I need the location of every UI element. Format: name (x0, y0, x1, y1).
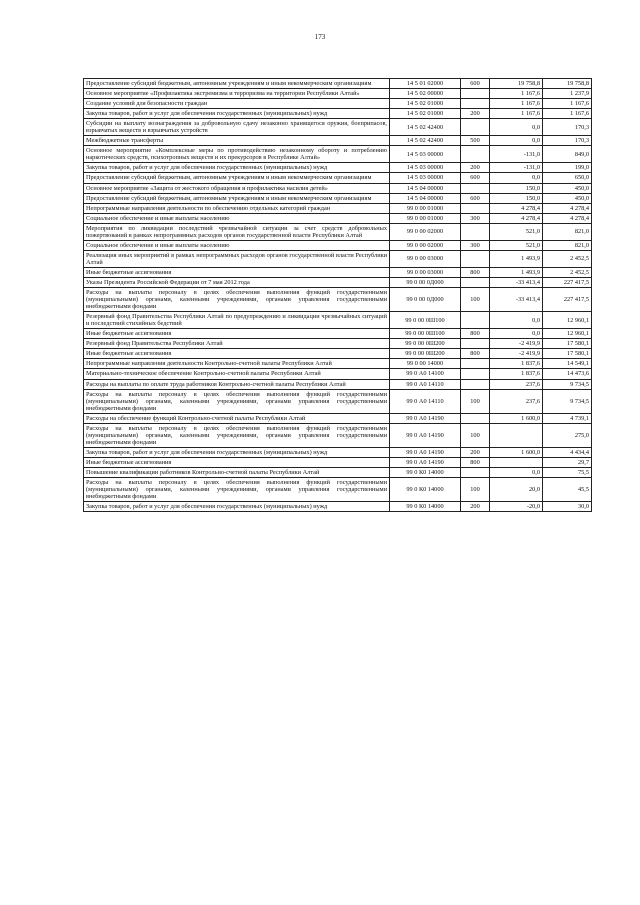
cell-vr (461, 379, 490, 389)
cell-vr: 800 (461, 349, 490, 359)
cell-v1: 1 837,6 (490, 369, 543, 379)
table-row (84, 312, 592, 329)
cell-v2: 29,7 (543, 457, 592, 467)
cell-v1: -33 413,4 (490, 288, 543, 312)
cell-v1: 150,0 (490, 183, 543, 193)
cell-name: Расходы на обеспечение функций Контрольно-счетной палаты Республики Алтай (84, 413, 390, 423)
cell-v1 (490, 457, 543, 467)
table-row (84, 457, 592, 467)
cell-name: Иные бюджетные ассигнования (84, 349, 390, 359)
table-row (84, 359, 592, 369)
budget-table (83, 78, 592, 512)
table-row (84, 389, 592, 413)
cell-name: Закупка товаров, работ и услуг для обеспечения государственных (муниципальных) нужд (84, 163, 390, 173)
table-row (84, 136, 592, 146)
cell-code: 99 0 А0 14190 (390, 413, 461, 423)
cell-code: 99 0 00 0Ш100 (390, 329, 461, 339)
cell-name: Закупка товаров, работ и услуг для обеспечения государственных (муниципальных) нужд (84, 109, 390, 119)
cell-vr (461, 223, 490, 240)
cell-code: 99 0 00 0Ш200 (390, 339, 461, 349)
cell-vr: 100 (461, 423, 490, 447)
cell-v1 (490, 423, 543, 447)
cell-v2: 14 473,6 (543, 369, 592, 379)
cell-v1: 0,0 (490, 312, 543, 329)
cell-v1: -2 419,9 (490, 339, 543, 349)
table-row (84, 250, 592, 267)
cell-name: Субсидии на выплату вознаграждения за добровольную сдачу незаконно хранящегося оружия, боеприпасов, взрывчатых веществ и взрывчатых устройств (84, 119, 390, 136)
cell-code: 14 5 04 00000 (390, 193, 461, 203)
cell-name: Непрограммные направления деятельности Контрольно-счетной палаты Республики Алтай (84, 359, 390, 369)
table-row (84, 502, 592, 512)
table-row (84, 183, 592, 193)
cell-code: 99 0 А0 14110 (390, 379, 461, 389)
cell-v1: -33 413,4 (490, 277, 543, 287)
cell-v2: 227 417,5 (543, 288, 592, 312)
table-row (84, 163, 592, 173)
cell-code: 99 0 К0 14000 (390, 502, 461, 512)
cell-vr: 600 (461, 193, 490, 203)
table-row (84, 146, 592, 163)
cell-vr: 200 (461, 502, 490, 512)
cell-vr (461, 277, 490, 287)
table-row (84, 478, 592, 502)
cell-v2: 450,0 (543, 183, 592, 193)
cell-v2: 2 452,5 (543, 250, 592, 267)
cell-v2: 170,3 (543, 119, 592, 136)
cell-v1: 4 278,4 (490, 213, 543, 223)
cell-code: 99 0 А0 14100 (390, 369, 461, 379)
cell-vr: 100 (461, 478, 490, 502)
cell-v2: 821,0 (543, 223, 592, 240)
cell-name: Повышение квалификации работников Контрольно-счетной палаты Республики Алтай (84, 467, 390, 477)
cell-name: Расходы на выплаты персоналу в целях обеспечения выполнения функций государственными (муниципальными) органами, казенными учреждениями, органами управления государственными внебюджетными фондами (84, 423, 390, 447)
cell-v2: 45,5 (543, 478, 592, 502)
table-row (84, 79, 592, 89)
cell-v2: 1 237,9 (543, 89, 592, 99)
cell-code: 99 0 А0 14190 (390, 457, 461, 467)
cell-code: 14 5 02 01000 (390, 109, 461, 119)
cell-code: 99 0 00 03000 (390, 250, 461, 267)
cell-name: Расходы на выплаты по оплате труда работников Контрольно-счетной палаты Республики Алтай (84, 379, 390, 389)
cell-v2: 2 452,5 (543, 267, 592, 277)
cell-name: Мероприятия по ликвидации последствий чрезвычайной ситуации за счет средств добровольных пожертвований в рамках непрограммных расходов органов государственной власти Республики Алтай (84, 223, 390, 240)
cell-code: 99 0 00 02000 (390, 240, 461, 250)
table-row (84, 203, 592, 213)
cell-vr (461, 203, 490, 213)
table-row (84, 467, 592, 477)
cell-code: 14 5 02 42400 (390, 119, 461, 136)
table-row (84, 288, 592, 312)
cell-name: Указы Президента Российской Федерации от 7 мая 2012 года (84, 277, 390, 287)
table-row (84, 99, 592, 109)
cell-v1: 0,0 (490, 136, 543, 146)
cell-v2: 17 580,1 (543, 339, 592, 349)
cell-name: Закупка товаров, работ и услуг для обеспечения государственных (муниципальных) нужд (84, 502, 390, 512)
cell-vr (461, 312, 490, 329)
cell-vr (461, 339, 490, 349)
table-row (84, 339, 592, 349)
page-number: 173 (314, 33, 326, 41)
cell-v2: 30,0 (543, 502, 592, 512)
cell-v2: 75,5 (543, 467, 592, 477)
cell-name: Закупка товаров, работ и услуг для обеспечения государственных (муниципальных) нужд (84, 447, 390, 457)
cell-v1: 237,6 (490, 379, 543, 389)
cell-v2: 17 580,1 (543, 349, 592, 359)
cell-v1: -20,0 (490, 502, 543, 512)
cell-code: 14 5 03 00000 (390, 146, 461, 163)
cell-name: Иные бюджетные ассигнования (84, 457, 390, 467)
table-row (84, 349, 592, 359)
cell-v2: 9 734,5 (543, 379, 592, 389)
cell-name: Непрограммные направления деятельности по обеспечению отдельных категорий граждан (84, 203, 390, 213)
table-row (84, 240, 592, 250)
table-row (84, 277, 592, 287)
cell-v2: 199,0 (543, 163, 592, 173)
cell-code: 14 5 01 02000 (390, 79, 461, 89)
cell-code: 14 5 02 42400 (390, 136, 461, 146)
table-row (84, 223, 592, 240)
cell-name: Предоставление субсидий бюджетным, автономным учреждениям и иным некоммерческим организациям (84, 173, 390, 183)
cell-vr (461, 146, 490, 163)
table-row (84, 267, 592, 277)
cell-vr (461, 359, 490, 369)
cell-vr: 300 (461, 213, 490, 223)
cell-v2: 12 960,1 (543, 329, 592, 339)
cell-code: 14 5 03 00000 (390, 163, 461, 173)
cell-v1: 1 493,9 (490, 267, 543, 277)
cell-name: Межбюджетные трансферты (84, 136, 390, 146)
cell-v1: -131,0 (490, 163, 543, 173)
cell-name: Социальное обеспечение и иные выплаты населению (84, 213, 390, 223)
cell-v2: 450,0 (543, 193, 592, 203)
cell-name: Основное мероприятие «Защита от жестокого обращения и профилактика насилия детей» (84, 183, 390, 193)
cell-code: 99 0 00 0Д000 (390, 288, 461, 312)
cell-name: Расходы на выплаты персоналу в целях обеспечения выполнения функций государственными (муниципальными) органами, казенными учреждениями, органами управления государственными внебюджетными фондами (84, 288, 390, 312)
cell-v1: 1 167,6 (490, 89, 543, 99)
cell-v1: 521,0 (490, 240, 543, 250)
cell-vr (461, 119, 490, 136)
cell-v1: 4 278,4 (490, 203, 543, 213)
cell-name: Создание условий для безопасности граждан (84, 99, 390, 109)
cell-name: Основное мероприятие «Комплексные меры по противодействию незаконному обороту и потреблению наркотических средств, психотропных веществ и их прекурсоров в Республике Алтай» (84, 146, 390, 163)
cell-vr: 800 (461, 267, 490, 277)
cell-code: 14 5 02 01000 (390, 99, 461, 109)
table-row (84, 447, 592, 457)
cell-v1: 0,0 (490, 119, 543, 136)
cell-v2: 821,0 (543, 240, 592, 250)
cell-code: 99 0 00 0Д000 (390, 277, 461, 287)
table-row (84, 413, 592, 423)
cell-v1: 1 600,0 (490, 413, 543, 423)
cell-vr: 100 (461, 389, 490, 413)
cell-name: Расходы на выплаты персоналу в целях обеспечения выполнения функций государственными (муниципальными) органами, казенными учреждениями, органами управления государственными внебюджетными фондами (84, 389, 390, 413)
cell-v2: 14 549,1 (543, 359, 592, 369)
cell-vr: 100 (461, 288, 490, 312)
cell-v1: -131,0 (490, 146, 543, 163)
cell-code: 14 5 04 00000 (390, 183, 461, 193)
table-row (84, 379, 592, 389)
cell-name: Предоставление субсидий бюджетным, автономным учреждениям и иным некоммерческим организациям (84, 79, 390, 89)
cell-name: Расходы на выплаты персоналу в целях обеспечения выполнения функций государственными (муниципальными) органами, казенными учреждениями, органами управления государственными внебюджетными фондами (84, 478, 390, 502)
cell-v2: 4 278,4 (543, 213, 592, 223)
table-row (84, 193, 592, 203)
cell-code: 99 0 А0 14190 (390, 423, 461, 447)
cell-name: Иные бюджетные ассигнования (84, 329, 390, 339)
cell-v2: 227 417,5 (543, 277, 592, 287)
cell-v1: 0,0 (490, 467, 543, 477)
table-row (84, 423, 592, 447)
cell-v2: 1 167,6 (543, 99, 592, 109)
cell-name: Социальное обеспечение и иные выплаты населению (84, 240, 390, 250)
cell-v2: 849,0 (543, 146, 592, 163)
cell-code: 99 0 00 01000 (390, 203, 461, 213)
cell-v2: 170,3 (543, 136, 592, 146)
cell-v2: 4 434,4 (543, 447, 592, 457)
cell-vr (461, 89, 490, 99)
cell-code: 99 0 00 14000 (390, 359, 461, 369)
cell-vr: 800 (461, 329, 490, 339)
table-row (84, 109, 592, 119)
cell-v1: 19 758,8 (490, 79, 543, 89)
cell-vr: 300 (461, 240, 490, 250)
cell-vr: 600 (461, 173, 490, 183)
cell-vr: 200 (461, 163, 490, 173)
cell-v2: 275,0 (543, 423, 592, 447)
cell-vr: 600 (461, 79, 490, 89)
table-row (84, 213, 592, 223)
cell-vr (461, 183, 490, 193)
cell-name: Материально-техническое обеспечение Контрольно-счетной палаты Республики Алтай (84, 369, 390, 379)
cell-code: 99 0 00 0Ш100 (390, 312, 461, 329)
cell-v1: 1 167,6 (490, 109, 543, 119)
cell-v2: 19 758,8 (543, 79, 592, 89)
cell-v2: 1 167,6 (543, 109, 592, 119)
cell-v2: 4 278,4 (543, 203, 592, 213)
cell-v1: 1 600,0 (490, 447, 543, 457)
cell-name: Реализация иных мероприятий в рамках непрограммных расходов органов государственной власти Республики Алтай (84, 250, 390, 267)
cell-vr (461, 467, 490, 477)
cell-vr: 500 (461, 136, 490, 146)
cell-code: 99 0 00 01000 (390, 213, 461, 223)
cell-vr (461, 413, 490, 423)
cell-code: 14 5 02 00000 (390, 89, 461, 99)
cell-vr (461, 250, 490, 267)
cell-vr (461, 99, 490, 109)
cell-v2: 4 739,1 (543, 413, 592, 423)
cell-code: 99 0 К0 14000 (390, 478, 461, 502)
cell-v2: 9 734,5 (543, 389, 592, 413)
cell-name: Основное мероприятие «Профилактика экстремизма и терроризма на территории Республики Алтай» (84, 89, 390, 99)
cell-name: Резервный фонд Правительства Республики Алтай (84, 339, 390, 349)
cell-v1: 1 493,9 (490, 250, 543, 267)
cell-v1: 150,0 (490, 193, 543, 203)
cell-v1: 20,0 (490, 478, 543, 502)
cell-v2: 650,0 (543, 173, 592, 183)
cell-v1: 1 167,6 (490, 99, 543, 109)
cell-vr: 200 (461, 447, 490, 457)
cell-name: Иные бюджетные ассигнования (84, 267, 390, 277)
table-row (84, 89, 592, 99)
cell-v2: 12 960,1 (543, 312, 592, 329)
cell-v1: -2 419,9 (490, 349, 543, 359)
cell-name: Предоставление субсидий бюджетным, автономным учреждениям и иным некоммерческим организациям (84, 193, 390, 203)
cell-v1: 1 837,6 (490, 359, 543, 369)
table-row (84, 173, 592, 183)
cell-code: 99 0 К0 14000 (390, 467, 461, 477)
cell-code: 99 0 А0 14190 (390, 447, 461, 457)
cell-code: 99 0 А0 14110 (390, 389, 461, 413)
cell-v1: 0,0 (490, 329, 543, 339)
cell-v1: 0,0 (490, 173, 543, 183)
cell-code: 99 0 00 03000 (390, 267, 461, 277)
table-row (84, 119, 592, 136)
table-row (84, 329, 592, 339)
table-row (84, 369, 592, 379)
cell-v1: 237,6 (490, 389, 543, 413)
cell-code: 14 5 03 00000 (390, 173, 461, 183)
cell-vr: 200 (461, 109, 490, 119)
cell-code: 99 0 00 0Ш200 (390, 349, 461, 359)
cell-v1: 521,0 (490, 223, 543, 240)
cell-name: Резервный фонд Правительства Республики Алтай по предупреждению и ликвидации чрезвычайных ситуаций и последствий стихийных бедствий (84, 312, 390, 329)
cell-vr (461, 369, 490, 379)
cell-code: 99 0 00 02000 (390, 223, 461, 240)
cell-vr: 800 (461, 457, 490, 467)
